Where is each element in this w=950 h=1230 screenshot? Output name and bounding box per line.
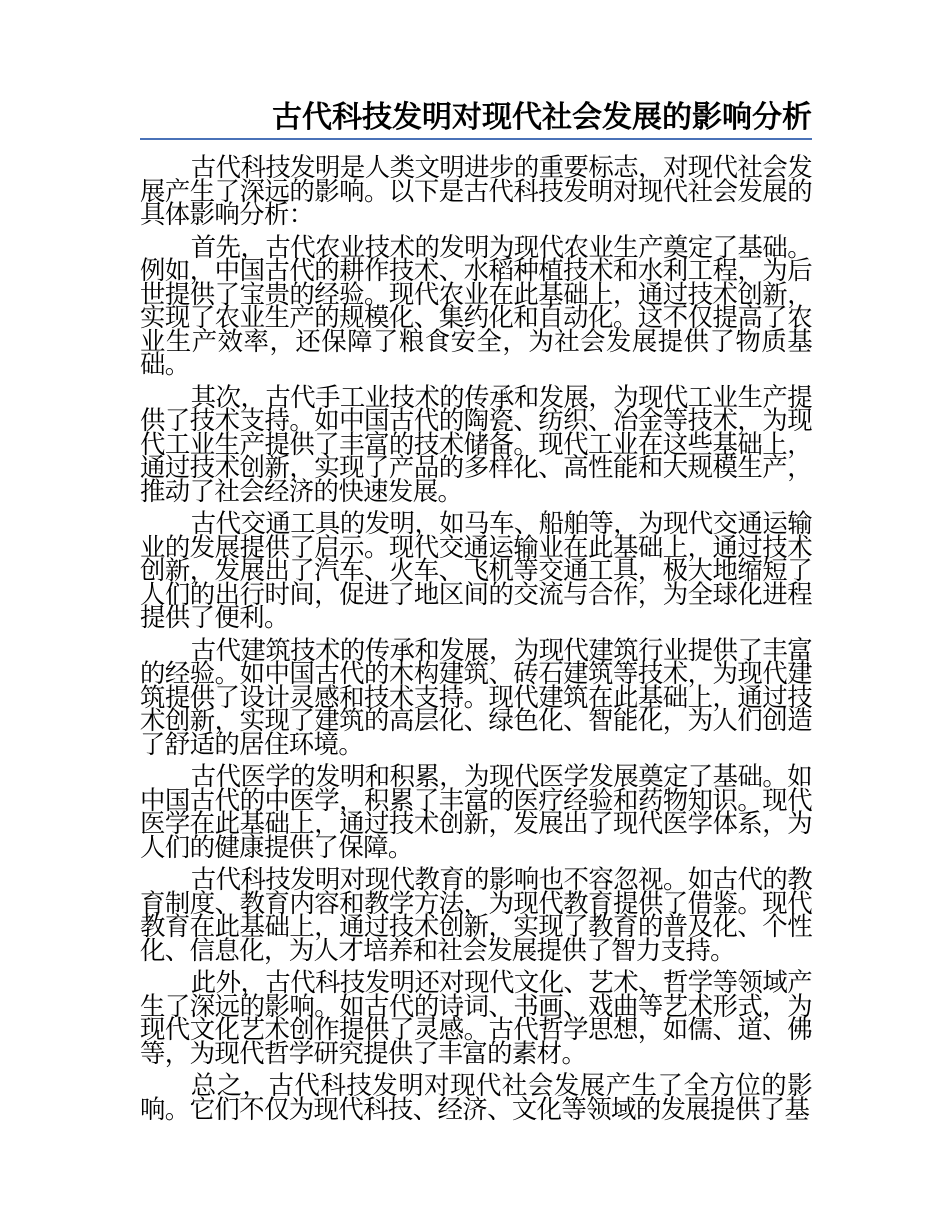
paragraph-medicine: 古代医学的发明和积累，为现代医学发展奠定了基础。如中国古代的中医学，积累了丰富的医疗经验和药物知识。现代医学在此基础上，通过技术创新，发展出了现代医学体系，为人们的健康提供了保障。	[140, 761, 812, 862]
paragraph-education: 古代科技发明对现代教育的影响也不容忽视。如古代的教育制度、教育内容和教学方法，为现代教育提供了借鉴。现代教育在此基础上，通过技术创新，实现了教育的普及化、个性化、信息化，为人才培养和社会发展提供了智力支持。	[140, 864, 812, 965]
paragraph-transport: 古代交通工具的发明，如马车、船舶等，为现代交通运输业的发展提供了启示。现代交通运输业在此基础上，通过技术创新，发展出了汽车、火车、飞机等交通工具，极大地缩短了人们的出行时间，促进了地区间的交流与合作，为全球化进程提供了便利。	[140, 508, 812, 632]
paragraph-conclusion: 总之，古代科技发明对现代社会发展产生了全方位的影响。它们不仅为现代科技、经济、文化等领域的发展提供了基	[140, 1070, 812, 1124]
document-title: 古代科技发明对现代社会发展的影响分析	[140, 100, 812, 140]
document-content	[140, 100, 812, 1130]
paragraph-handicraft: 其次，古代手工业技术的传承和发展，为现代工业生产提供了技术支持。如中国古代的陶瓷、纺织、冶金等技术，为现代工业生产提供了丰富的技术储备。现代工业在这些基础上，通过技术创新，实现了产品的多样化、高性能和大规模生产，推动了社会经济的快速发展。	[140, 381, 812, 506]
document-body	[140, 152, 812, 1124]
paragraph-agriculture: 首先，古代农业技术的发明为现代农业生产奠定了基础。例如，中国古代的耕作技术、水稻种植技术和水利工程，为后世提供了宝贵的经验。现代农业在此基础上，通过技术创新，实现了农业生产的规模化、集约化和自动化。这不仅提高了农业生产效率，还保障了粮食安全，为社会发展提供了物质基础。	[140, 231, 812, 379]
paragraph-intro: 古代科技发明是人类文明进步的重要标志，对现代社会发展产生了深远的影响。以下是古代科技发明对现代社会发展的具体影响分析：	[140, 152, 812, 229]
paragraph-architecture: 古代建筑技术的传承和发展，为现代建筑行业提供了丰富的经验。如中国古代的木构建筑、砖石建筑等技术，为现代建筑提供了设计灵感和技术支持。现代建筑在此基础上，通过技术创新，实现了建筑的高层化、绿色化、智能化，为人们创造了舒适的居住环境。	[140, 634, 812, 759]
paragraph-culture: 此外，古代科技发明还对现代文化、艺术、哲学等领域产生了深远的影响。如古代的诗词、书画、戏曲等艺术形式，为现代文化艺术创作提供了灵感。古代哲学思想，如儒、道、佛等，为现代哲学研究提供了丰富的素材。	[140, 967, 812, 1068]
